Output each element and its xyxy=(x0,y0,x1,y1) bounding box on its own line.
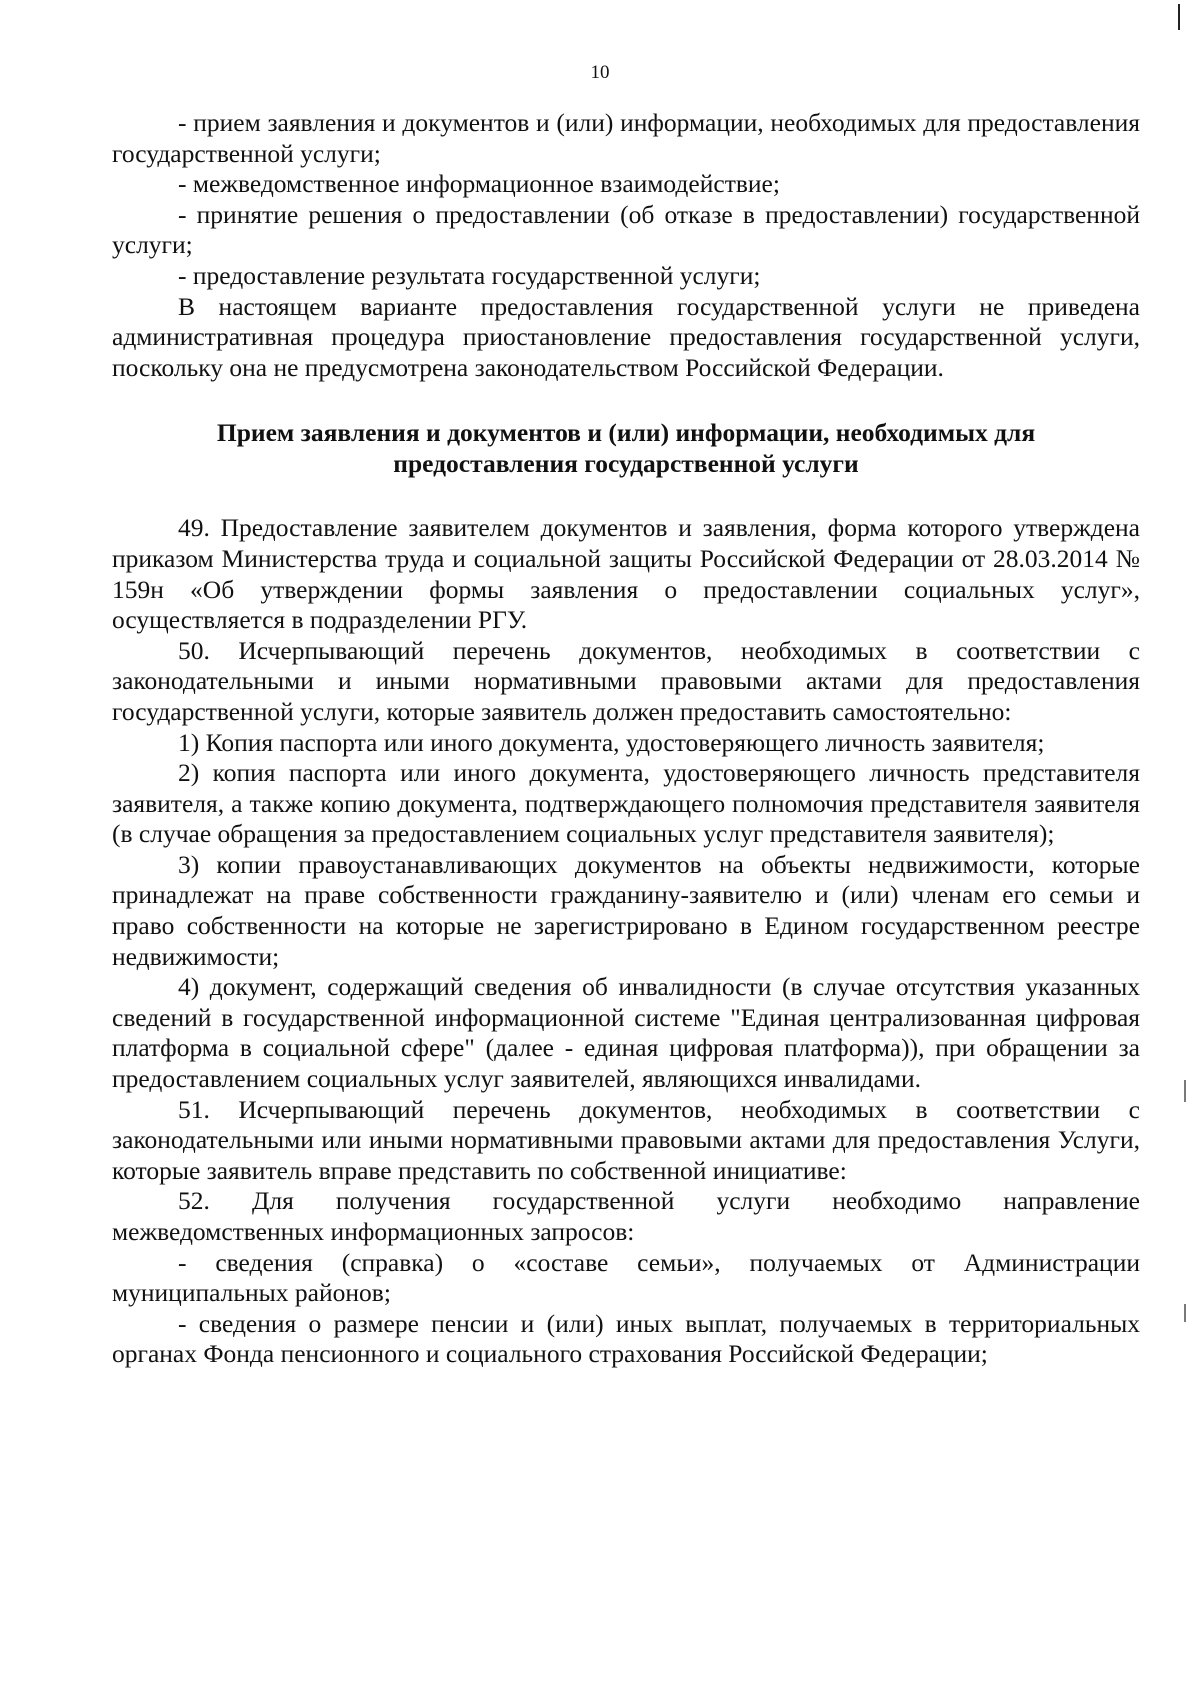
paragraph: 50. Исчерпывающий перечень документов, необходимых в соответствии с законодательными и иными нормативными правовыми актами для предоставления государственной услуги, которые заявитель должен предоставить самостоятельно: xyxy=(112,635,1140,726)
paragraph: 51. Исчерпывающий перечень документов, необходимых в соответствии с законодательными или иными нормативными правовыми актами для предоставления Услуги, которые заявитель вправе представить по собственной инициативе: xyxy=(112,1094,1140,1185)
section-heading xyxy=(112,417,1140,479)
document-body xyxy=(112,108,1140,1370)
paragraph: 49. Предоставление заявителем документов и заявления, форма которого утверждена приказом Министерства труда и социальной защиты Российской Федерации от 28.03.2014 № 159н «Об утверждении формы заявления о предоставлении социальных услуг», осуществляется в подразделении РГУ. xyxy=(112,513,1140,635)
scan-edge-mark xyxy=(1178,4,1180,30)
scan-edge-mark xyxy=(1184,1304,1186,1322)
page-number: 10 xyxy=(590,62,610,83)
paragraph: - прием заявления и документов и (или) информации, необходимых для предоставления государственной услуги; xyxy=(112,108,1140,168)
paragraph: - межведомственное информационное взаимодействие; xyxy=(178,169,780,199)
list-item: - сведения (справка) о «составе семьи», получаемых от Администрации муниципальных районов; xyxy=(112,1247,1140,1308)
paragraph: 52. Для получения государственной услуги необходимо направление межведомственных информационных запросов: xyxy=(112,1186,1140,1246)
list-item: 1) Копия паспорта или иного документа, удостоверяющего личность заявителя; xyxy=(178,727,1045,757)
paragraph: В настоящем варианте предоставления государственной услуги не приведена административная процедура приостановление предоставления государственной услуги, поскольку она не предусмотрена законодательством Российской Федерации. xyxy=(112,291,1140,382)
scan-edge-mark xyxy=(1184,1080,1186,1102)
paragraph: - предоставление результата государственной услуги; xyxy=(178,260,761,290)
list-item: 2) копия паспорта или иного документа, удостоверяющего личность представителя заявителя, а также копию документа, подтверждающего полномочия представителя заявителя (в случае обращения за предоставлением социальных услуг представителя заявителя); xyxy=(112,758,1140,849)
paragraph: - принятие решения о предоставлении (об отказе в предоставлении) государственной услуги; xyxy=(112,199,1140,260)
list-item: 3) копии правоустанавливающих документов на объекты недвижимости, которые принадлежат на праве собственности гражданину-заявителю и (или) членам его семьи и право собственности на которые не зарегистрировано в Едином государственном реестре недвижимости; xyxy=(112,849,1140,971)
list-item: 4) документ, содержащий сведения об инвалидности (в случае отсутствия указанных сведений в государственной информационной системе "Единая централизованная цифровая платформа в социальной сфере" (далее - единая цифровая платформа)), при обращении за предоставлением социальных услуг заявителей, являющихся инвалидами. xyxy=(112,972,1140,1094)
section-heading-line: Прием заявления и документов и (или) информации, необходимых для xyxy=(216,418,1036,448)
section-heading-line: предоставления государственной услуги xyxy=(393,449,859,479)
list-item: - сведения о размере пенсии и (или) иных выплат, получаемых в территориальных органах Фонда пенсионного и социального страхования Российской Федерации; xyxy=(112,1308,1140,1369)
